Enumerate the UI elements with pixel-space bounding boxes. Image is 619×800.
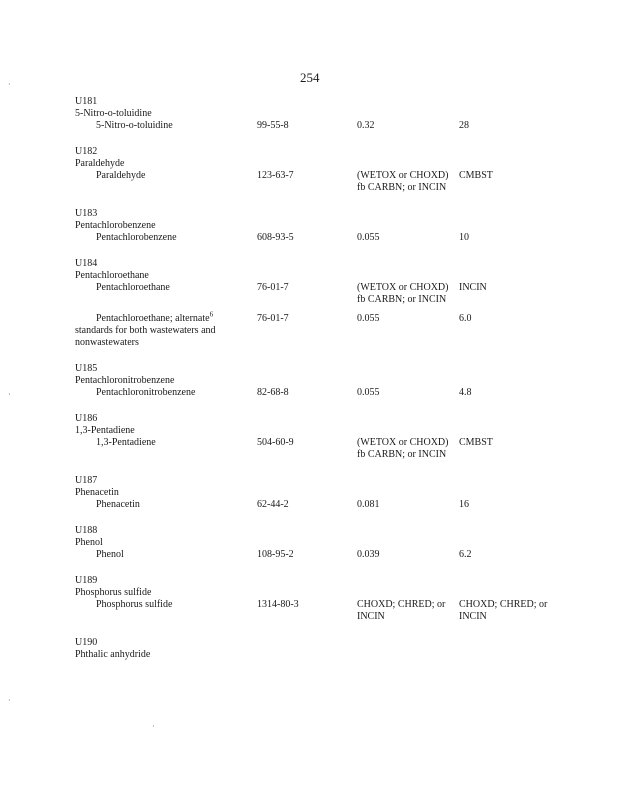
constituent-name: 5-Nitro-o-toluidine [96, 120, 173, 131]
waste-entry [75, 258, 595, 349]
nonwastewater-standard: 6.2 [459, 549, 472, 560]
waste-code: U190 [75, 637, 98, 648]
constituent-name: Phenacetin [96, 499, 140, 510]
scan-artifact: · [8, 80, 11, 89]
cas-number: 608-93-5 [257, 232, 294, 243]
nonwastewater-standard: CMBST [459, 170, 493, 181]
constituent-name: Phenol [96, 549, 124, 560]
scan-artifact: · [152, 722, 155, 731]
constituent-name-continued: standards for both wastewaters and nonwastewaters [75, 325, 216, 348]
cas-number: 108-95-2 [257, 549, 294, 560]
cas-number: 76-01-7 [257, 313, 289, 324]
waste-entry [75, 637, 595, 661]
waste-entry [75, 413, 595, 461]
waste-group-name: Pentachlorobenzene [75, 220, 156, 231]
waste-code: U183 [75, 208, 98, 219]
wastewater-standard: CHOXD; CHRED; or INCIN [357, 599, 446, 622]
waste-code: U187 [75, 475, 98, 486]
nonwastewater-standard: 28 [459, 120, 469, 131]
constituent-name: Paraldehyde [96, 170, 146, 181]
wastewater-standard: (WETOX or CHOXD) fb CARBN; or INCIN [357, 437, 449, 460]
waste-group-name: Pentachloronitrobenzene [75, 375, 175, 386]
nonwastewater-standard: 6.0 [459, 313, 472, 324]
wastewater-standard: 0.32 [357, 120, 375, 131]
wastewater-standard: 0.055 [357, 232, 380, 243]
table-row [75, 387, 595, 399]
constituent-name: Pentachloronitrobenzene [96, 387, 196, 398]
constituent-name: Phosphorus sulfide [96, 599, 173, 610]
constituent-name: Pentachloroethane [96, 282, 170, 293]
constituent-name: Pentachlorobenzene [96, 232, 177, 243]
waste-table [75, 96, 595, 675]
table-row [75, 170, 595, 194]
scan-artifact: · [8, 390, 11, 399]
waste-code: U188 [75, 525, 98, 536]
wastewater-standard: (WETOX or CHOXD) fb CARBN; or INCIN [357, 170, 449, 193]
waste-entry [75, 208, 595, 244]
waste-entry [75, 363, 595, 399]
constituent-name: 1,3-Pentadiene [96, 437, 156, 448]
wastewater-standard: 0.055 [357, 313, 380, 324]
constituent-name-text: Pentachloroethane; alternate [96, 313, 210, 324]
waste-group-name: Phosphorus sulfide [75, 587, 152, 598]
table-row [75, 310, 595, 349]
waste-entry [75, 575, 595, 623]
cas-number: 82-68-8 [257, 387, 289, 398]
wastewater-standard: (WETOX or CHOXD) fb CARBN; or INCIN [357, 282, 449, 305]
table-row [75, 599, 595, 623]
nonwastewater-standard: INCIN [459, 282, 487, 293]
nonwastewater-standard: 16 [459, 499, 469, 510]
cas-number: 1314-80-3 [257, 599, 299, 610]
table-row [75, 282, 595, 306]
table-row [75, 232, 595, 244]
waste-entry [75, 475, 595, 511]
waste-entry [75, 146, 595, 194]
table-row [75, 499, 595, 511]
nonwastewater-standard: 4.8 [459, 387, 472, 398]
table-row [75, 437, 595, 461]
nonwastewater-standard: 10 [459, 232, 469, 243]
waste-group-name: Pentachloroethane [75, 270, 149, 281]
waste-code: U181 [75, 96, 98, 107]
nonwastewater-standard: CHOXD; CHRED; or INCIN [459, 599, 548, 622]
waste-group-name: 1,3-Pentadiene [75, 425, 135, 436]
cas-number: 99-55-8 [257, 120, 289, 131]
cas-number: 76-01-7 [257, 282, 289, 293]
waste-group-name: Phenol [75, 537, 103, 548]
cas-number: 504-60-9 [257, 437, 294, 448]
scan-artifact: · [8, 696, 11, 705]
waste-entry [75, 96, 595, 132]
table-row [75, 120, 595, 132]
constituent-name [75, 310, 257, 349]
footnote-marker: 6 [209, 310, 214, 319]
waste-group-name: Phthalic anhydride [75, 649, 151, 660]
nonwastewater-standard: CMBST [459, 437, 493, 448]
page-number: 254 [300, 70, 320, 85]
waste-code: U182 [75, 146, 98, 157]
wastewater-standard: 0.055 [357, 387, 380, 398]
waste-entry [75, 525, 595, 561]
waste-group-name: Phenacetin [75, 487, 119, 498]
waste-code: U184 [75, 258, 98, 269]
wastewater-standard: 0.081 [357, 499, 380, 510]
cas-number: 62-44-2 [257, 499, 289, 510]
wastewater-standard: 0.039 [357, 549, 380, 560]
waste-group-name: 5-Nitro-o-toluidine [75, 108, 152, 119]
table-row [75, 549, 595, 561]
waste-code: U186 [75, 413, 98, 424]
waste-code: U189 [75, 575, 98, 586]
waste-group-name: Paraldehyde [75, 158, 125, 169]
cas-number: 123-63-7 [257, 170, 294, 181]
waste-code: U185 [75, 363, 98, 374]
